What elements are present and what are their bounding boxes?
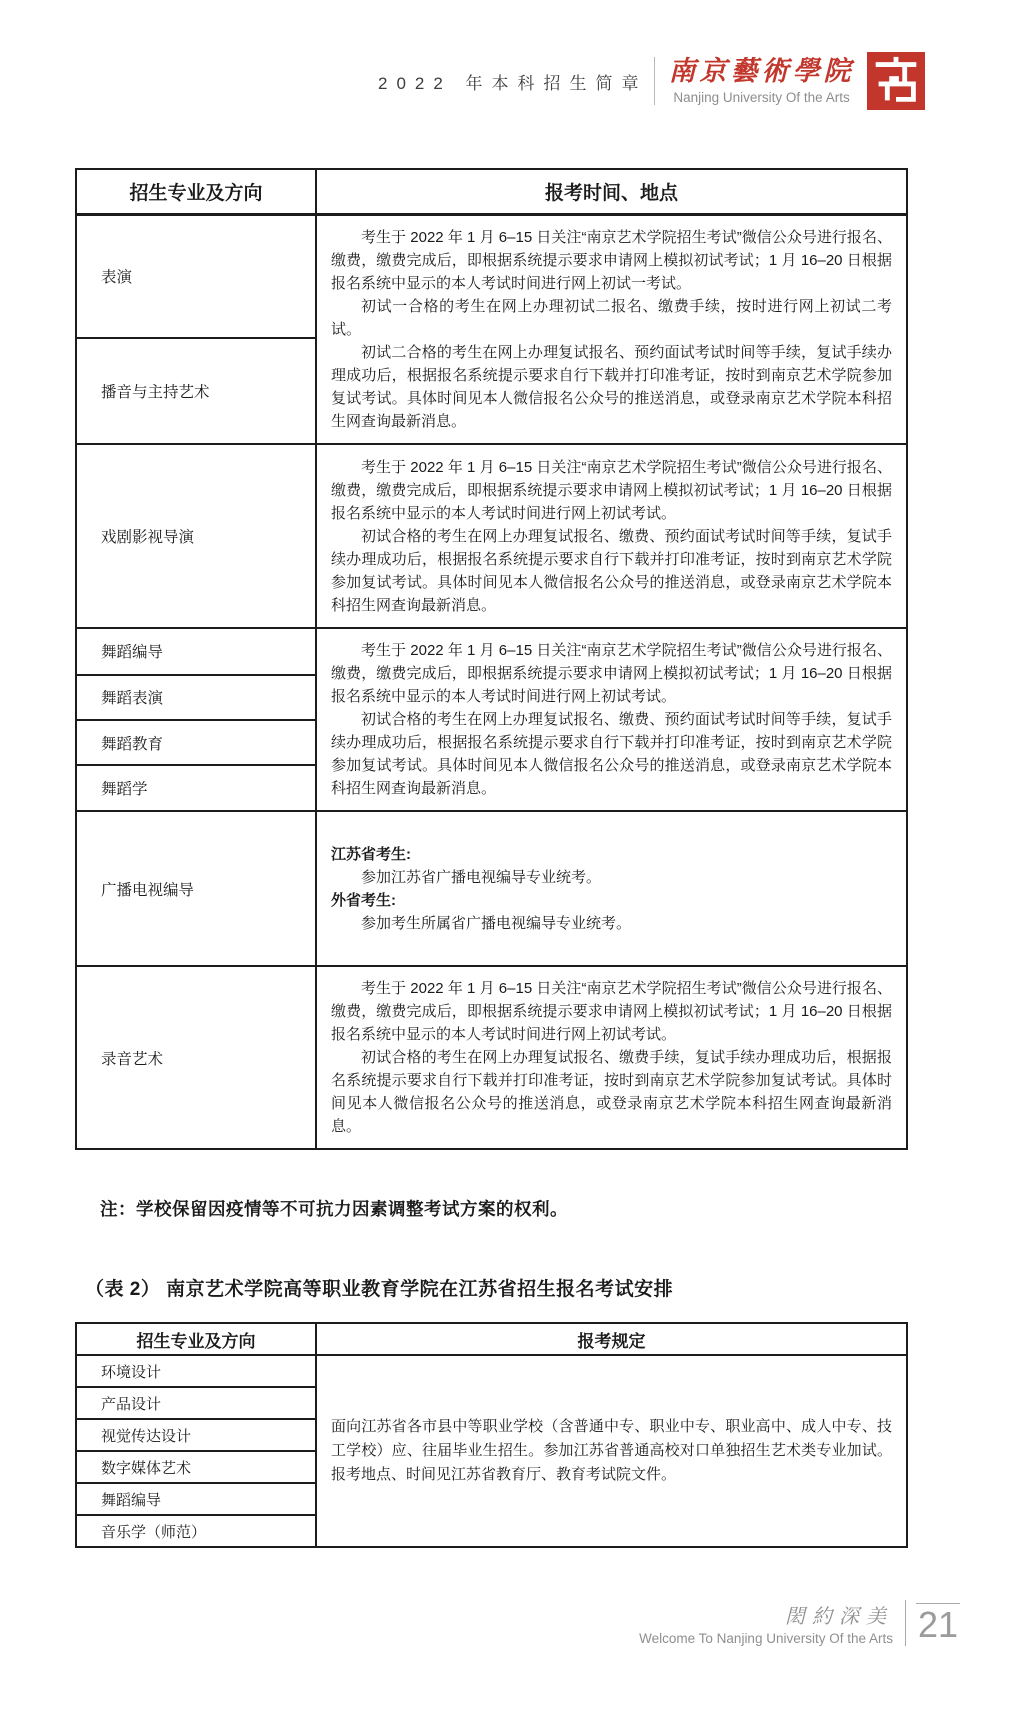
welcome-text: Welcome To Nanjing University Of the Arts: [639, 1631, 893, 1646]
regulation-text: 面向江苏省各市县中等职业学校（含普通中专、职业中专、职业高中、成人中专、技工学校）应、往届毕业生招生。参加江苏省普通高校对口单独招生艺术类专业加试。报考地点、时间见江苏省教育厅、教育考试院文件。: [331, 1418, 892, 1483]
paragraph: 初试合格的考生在网上办理复试报名、缴费、预约面试考试时间等手续，复试手续办理成功后，根据报名系统提示要求自行下载并打印准考证，按时到南京艺术学院参加复试考试。具体时间见本人微信报名公众号的推送消息，或登录南京艺术学院本科招生网查询最新消息。: [331, 527, 892, 614]
paragraph: 初试合格的考生在网上办理复试报名、缴费、预约面试考试时间等手续，复试手续办理成功后，根据报名系统提示要求自行下载并打印准考证，按时到南京艺术学院参加复试考试。具体时间见本人微信报名公众号的推送消息，或登录南京艺术学院本科招生网查询最新消息。: [331, 711, 892, 797]
major-wudao-biandao: 舞蹈编导: [76, 628, 316, 675]
paragraph: 考生于 2022 年 1 月 6–15 日关注“南京艺术学院招生考试”微信公众号进行报名、缴费，缴费完成后，即根据系统提示要求申请网上模拟初试考试；1 月 16–20 日根据报名系统中显示的本人考试时间进行网上初试考试。: [331, 642, 892, 705]
major-biaoyan: 表演: [76, 214, 316, 338]
major-luyin: 录音艺术: [76, 966, 316, 1149]
footer-divider: [905, 1600, 906, 1646]
university-logo-english: Nanjing University Of the Arts: [673, 90, 850, 106]
major-yinyuexue: 音乐学（师范）: [76, 1515, 316, 1547]
major-shijue-chuanda: 视觉传达设计: [76, 1419, 316, 1451]
schedule-group3: [316, 628, 907, 811]
regulation-cell: [316, 1355, 907, 1547]
admission-schedule-table: [75, 168, 908, 1150]
major-guangbo: 广播电视编导: [76, 811, 316, 966]
school-motto: 閎約深美: [785, 1604, 893, 1628]
major-boyin: 播音与主持艺术: [76, 338, 316, 444]
table-row: [76, 966, 907, 1149]
university-seal-icon: [867, 52, 925, 110]
page-footer: [560, 1600, 960, 1646]
column-header-regulation: 报考规定: [316, 1323, 907, 1355]
footer-text: [639, 1600, 893, 1646]
paragraph: 考生于 2022 年 1 月 6–15 日关注“南京艺术学院招生考试”微信公众号进行报名、缴费，缴费完成后，即根据系统提示要求申请网上模拟初试考试；1 月 16–20 日根据报名系统中显示的本人考试时间进行网上初试一考试。: [331, 228, 892, 292]
header-divider: [654, 57, 655, 105]
column-header-major: 招生专业及方向: [76, 169, 316, 214]
page-number-block: [916, 1603, 960, 1644]
schedule-group5: [316, 966, 907, 1149]
paragraph: 初试合格的考生在网上办理复试报名、缴费手续，复试手续办理成功后，根据报名系统提示要求自行下载并打印准考证，按时到南京艺术学院参加复试考试。具体时间见本人微信报名公众号的推送消息，或登录南京艺术学院本科招生网查询最新消息。: [331, 1049, 892, 1135]
column-header-time-place: 报考时间、地点: [316, 169, 907, 214]
paragraph: 考生于 2022 年 1 月 6–15 日关注“南京艺术学院招生考试”微信公众号进行报名、缴费，缴费完成后，即根据系统提示要求申请网上模拟初试考试；1 月 16–20 日根据报名系统中显示的本人考试时间进行网上初试考试。: [331, 458, 892, 522]
table-row: [76, 444, 907, 628]
table-row: [76, 1355, 907, 1387]
university-logo: [669, 56, 855, 106]
major-huanjing-sheji: 环境设计: [76, 1355, 316, 1387]
major-shuzi-meiti: 数字媒体艺术: [76, 1451, 316, 1483]
schedule-group2: [316, 444, 907, 628]
major-wudao-biaoyan: 舞蹈表演: [76, 675, 316, 720]
page-number: 21: [917, 1603, 959, 1645]
vocational-college-table: [75, 1322, 908, 1548]
column-header-major: 招生专业及方向: [76, 1323, 316, 1355]
schedule-group4: [316, 811, 907, 966]
schedule-group1: [316, 214, 907, 444]
jiangsu-candidates-label: 江苏省考生:: [331, 845, 411, 863]
paragraph: 初试一合格的考生在网上办理初试二报名、缴费手续，按时进行网上初试二考试。: [331, 297, 892, 338]
major-wudaoxue: 舞蹈学: [76, 765, 316, 811]
table-header-row: [76, 1323, 907, 1355]
university-logo-chinese: 南京藝術學院: [668, 56, 855, 88]
major-chanpin-sheji: 产品设计: [76, 1387, 316, 1419]
jiangsu-candidates-text: 参加江苏省广播电视编导专业统考。: [361, 868, 602, 886]
table-row: [76, 811, 907, 966]
paragraph: 考生于 2022 年 1 月 6–15 日关注“南京艺术学院招生考试”微信公众号进行报名、缴费，缴费完成后，即根据系统提示要求申请网上模拟初试考试；1 月 16–20 日根据报名系统中显示的本人考试时间进行网上初试考试。: [331, 980, 892, 1043]
other-province-text: 参加考生所属省广播电视编导专业统考。: [361, 914, 632, 932]
major-xiju-daoyan: 戏剧影视导演: [76, 444, 316, 628]
major-wudao-biandao-2: 舞蹈编导: [76, 1483, 316, 1515]
page-header: [378, 52, 925, 110]
table-row: [76, 628, 907, 675]
document-title: 2022 年本科招生简章: [378, 73, 648, 93]
table2-title: （表 2） 南京艺术学院高等职业教育学院在江苏省招生报名考试安排: [85, 1279, 674, 1300]
table-header-row: [76, 169, 907, 214]
table-row: [76, 214, 907, 338]
major-wudao-jiaoyu: 舞蹈教育: [76, 720, 316, 765]
exam-adjustment-note: 注：学校保留因疫情等不可抗力因素调整考试方案的权利。: [100, 1199, 568, 1219]
other-province-label: 外省考生:: [331, 891, 396, 909]
paragraph: 初试二合格的考生在网上办理复试报名、预约面试考试时间等手续，复试手续办理成功后，根据报名系统提示要求自行下载并打印准考证，按时到南京艺术学院参加复试考试。具体时间见本人微信报名公众号的推送消息，或登录南京艺术学院本科招生网查询最新消息。: [331, 343, 892, 430]
